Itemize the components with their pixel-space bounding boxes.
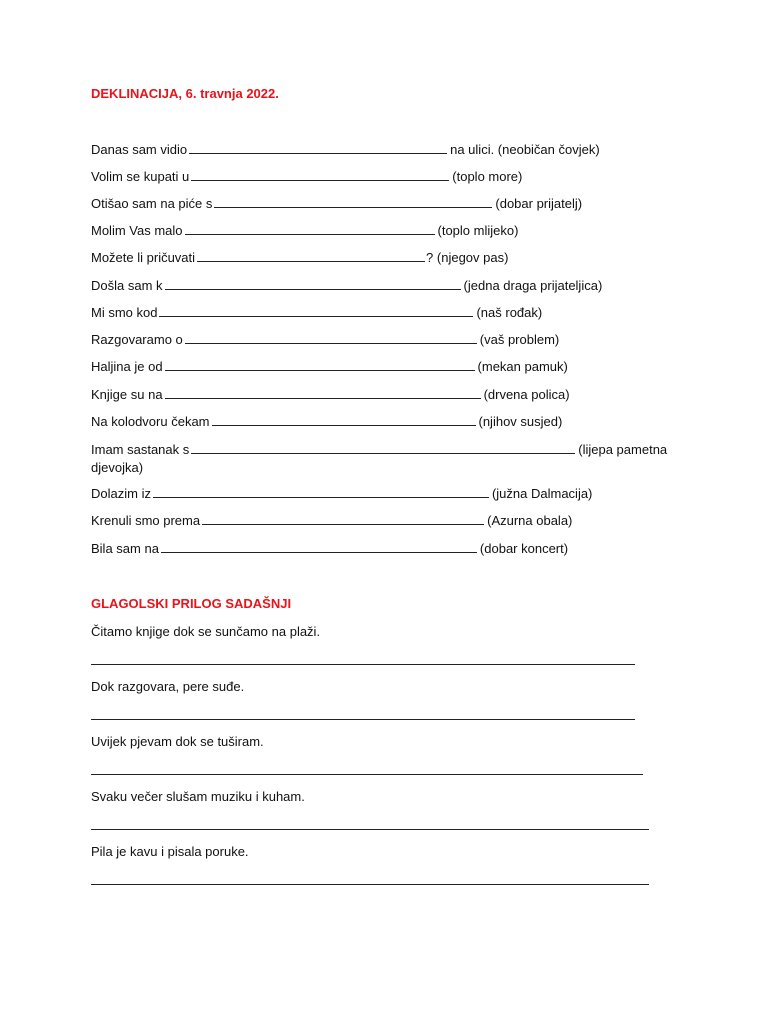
sentence-prompt: Svaku večer slušam muziku i kuham.: [91, 789, 305, 804]
answer-line[interactable]: [91, 829, 649, 830]
exercise-line: [91, 249, 508, 267]
deklinacija-heading: DEKLINACIJA, 6. travnja 2022.: [91, 86, 279, 101]
exercise-prefix: Došla sam k: [91, 278, 163, 293]
exercise-suffix: ? (njegov pas): [426, 250, 509, 265]
exercise-line: [91, 222, 518, 240]
answer-blank[interactable]: [202, 512, 484, 525]
exercise-suffix: (lijepa pametna djevojka): [91, 442, 668, 475]
exercise-prefix: Možete li pričuvati: [91, 250, 196, 265]
answer-blank[interactable]: [165, 277, 461, 290]
exercise-suffix: (dobar koncert): [479, 541, 569, 556]
answer-line[interactable]: [91, 774, 643, 775]
exercise-line: [91, 386, 570, 404]
exercise-line: [91, 441, 681, 477]
exercise-suffix: (Azurna obala): [487, 513, 573, 528]
exercise-suffix: (drvena polica): [483, 387, 570, 402]
exercise-suffix: (jedna draga prijateljica): [463, 278, 603, 293]
sentence-prompt: Pila je kavu i pisala poruke.: [91, 844, 249, 859]
exercise-suffix: (toplo more): [452, 169, 523, 184]
exercise-line: [91, 277, 602, 295]
exercise-line: [91, 358, 568, 376]
sentence-prompt: Uvijek pjevam dok se tuširam.: [91, 734, 264, 749]
exercise-line: [91, 413, 562, 431]
exercise-line: [91, 141, 600, 159]
exercise-line: [91, 540, 568, 558]
answer-blank[interactable]: [212, 413, 476, 426]
exercise-prefix: Razgovaramo o: [91, 332, 183, 347]
exercise-prefix: Dolazim iz: [91, 486, 151, 501]
exercise-line: [91, 195, 582, 213]
answer-blank[interactable]: [185, 222, 435, 235]
answer-blank[interactable]: [185, 331, 477, 344]
answer-line[interactable]: [91, 664, 635, 665]
answer-blank[interactable]: [189, 141, 447, 154]
sentence-prompt: Čitamo knjige dok se sunčamo na plaži.: [91, 624, 321, 639]
exercise-prefix: Bila sam na: [91, 541, 159, 556]
exercise-suffix: (južna Dalmacija): [491, 486, 593, 501]
answer-blank[interactable]: [191, 441, 575, 454]
answer-blank[interactable]: [161, 540, 477, 553]
answer-blank[interactable]: [153, 485, 489, 498]
answer-blank[interactable]: [214, 195, 492, 208]
answer-blank[interactable]: [159, 304, 473, 317]
exercise-line: [91, 168, 522, 186]
exercise-line: [91, 304, 542, 322]
answer-line[interactable]: [91, 719, 635, 720]
exercise-prefix: Volim se kupati u: [91, 169, 190, 184]
glagolski-heading: GLAGOLSKI PRILOG SADAŠNJI: [91, 596, 292, 611]
answer-blank[interactable]: [165, 386, 481, 399]
exercise-suffix: (toplo mlijeko): [437, 223, 519, 238]
exercise-prefix: Mi smo kod: [91, 305, 158, 320]
exercise-prefix: Knjige su na: [91, 387, 163, 402]
exercise-suffix: (dobar prijatelj): [495, 196, 583, 211]
answer-blank[interactable]: [191, 168, 449, 181]
exercise-suffix: (njihov susjed): [478, 414, 563, 429]
exercise-prefix: Imam sastanak s: [91, 442, 190, 457]
exercise-prefix: Na kolodvoru čekam: [91, 414, 210, 429]
exercise-suffix: na ulici. (neobičan čovjek): [450, 142, 600, 157]
exercise-line: [91, 485, 592, 503]
answer-blank[interactable]: [197, 249, 425, 262]
exercise-prefix: Otišao sam na piće s: [91, 196, 213, 211]
answer-line[interactable]: [91, 884, 649, 885]
answer-blank[interactable]: [165, 358, 475, 371]
sentence-prompt: Dok razgovara, pere suđe.: [91, 679, 245, 694]
exercise-prefix: Krenuli smo prema: [91, 513, 201, 528]
exercise-line: [91, 512, 572, 530]
exercise-prefix: Molim Vas malo: [91, 223, 183, 238]
exercise-prefix: Danas sam vidio: [91, 142, 188, 157]
exercise-line: [91, 331, 559, 349]
exercise-prefix: Haljina je od: [91, 359, 163, 374]
exercise-suffix: (mekan pamuk): [477, 359, 568, 374]
exercise-suffix: (naš rođak): [476, 305, 543, 320]
exercise-suffix: (vaš problem): [479, 332, 560, 347]
